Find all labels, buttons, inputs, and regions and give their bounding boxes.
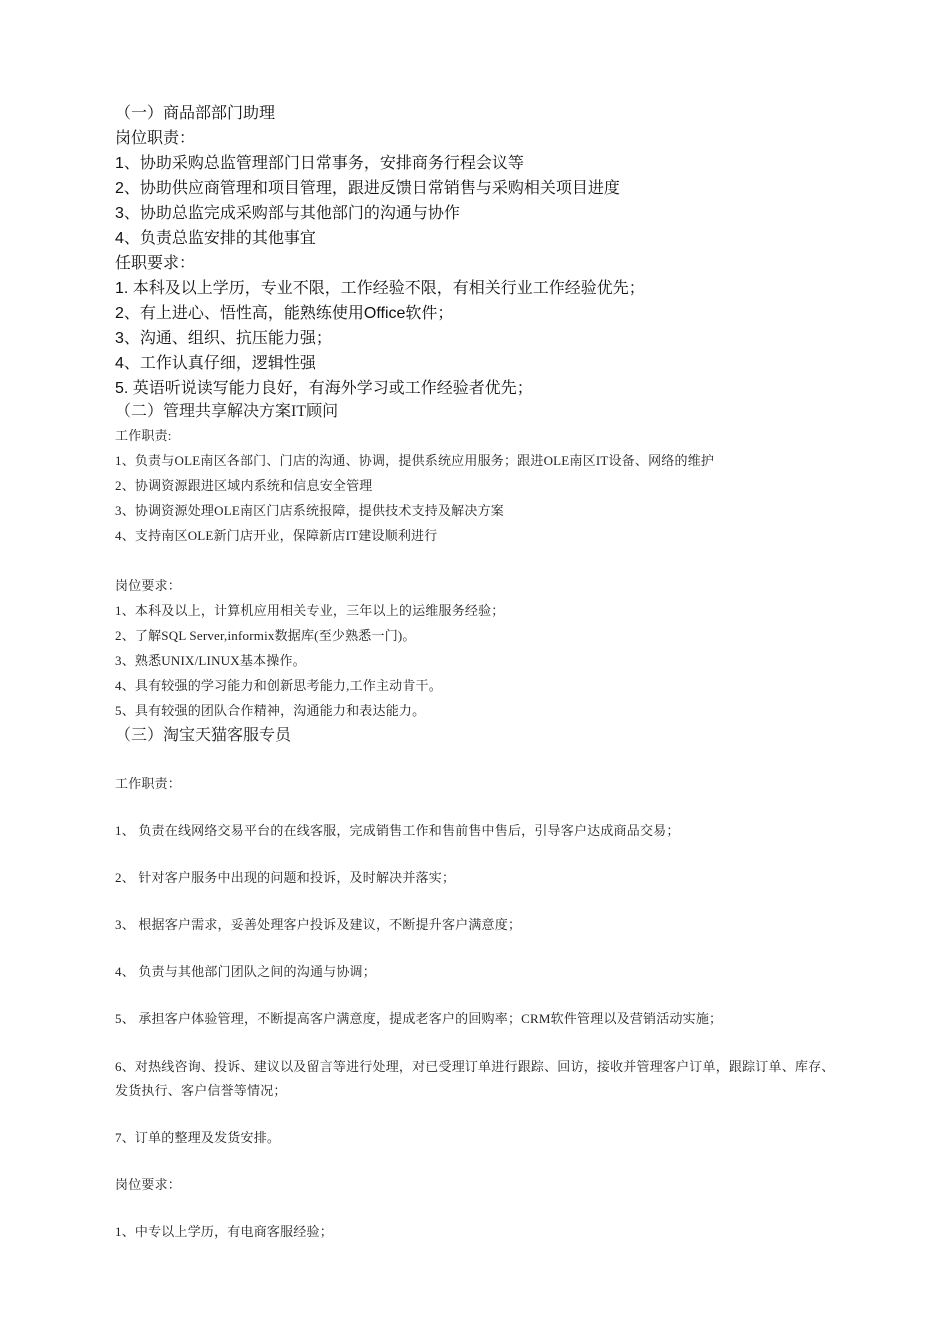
section3-duty-4: 4、 负责与其他部门团队之间的沟通与协调； bbox=[115, 964, 376, 979]
section2-duty-3: 3、协调资源处理OLE南区门店系统报障，提供技术支持及解决方案 bbox=[115, 503, 504, 518]
section1-duty-1: 1、协助采购总监管理部门日常事务，安排商务行程会议等 bbox=[115, 155, 524, 172]
section2-req-label: 岗位要求： bbox=[115, 578, 182, 593]
section3-duty-7: 7、订单的整理及发货安排。 bbox=[115, 1130, 281, 1145]
section1-req-2: 2、有上进心、悟性高，能熟练使用Office软件； bbox=[115, 305, 454, 322]
section1-req-1: 1. 本科及以上学历，专业不限，工作经验不限，有相关行业工作经验优先； bbox=[115, 280, 645, 297]
section1-title: （一）商品部部门助理 bbox=[115, 105, 276, 122]
section1-req-5: 5. 英语听说读写能力良好，有海外学习或工作经验者优先； bbox=[115, 380, 533, 397]
section1-duties-label: 岗位职责： bbox=[115, 130, 196, 147]
section1-duty-4: 4、负责总监安排的其他事宜 bbox=[115, 230, 316, 247]
section2-req-1: 1、本科及以上，计算机应用相关专业，三年以上的运维服务经验； bbox=[115, 603, 505, 618]
section1-req-4: 4、工作认真仔细，逻辑性强 bbox=[115, 355, 316, 372]
section1-req-3: 3、沟通、组织、抗压能力强； bbox=[115, 330, 332, 347]
section3-title: （三）淘宝天猫客服专员 bbox=[115, 727, 292, 744]
section3-req-label: 岗位要求： bbox=[115, 1177, 182, 1192]
section3-duty-3: 3、 根据客户需求，妥善处理客户投诉及建议，不断提升客户满意度； bbox=[115, 917, 522, 932]
section2-duty-4: 4、支持南区OLE新门店开业，保障新店IT建设顺利进行 bbox=[115, 528, 438, 543]
section1-req-label: 任职要求： bbox=[115, 255, 196, 272]
section2-req-5: 5、具有较强的团队合作精神，沟通能力和表达能力。 bbox=[115, 703, 426, 718]
section2-duty-1: 1、负责与OLE南区各部门、门店的沟通、协调，提供系统应用服务；跟进OLE南区IT设备、网络的维护 bbox=[115, 453, 715, 468]
section3-duties-label: 工作职责： bbox=[115, 776, 182, 791]
section2-duty-2: 2、协调资源跟进区域内系统和信息安全管理 bbox=[115, 478, 373, 493]
section2-req-3: 3、熟悉UNIX/LINUX基本操作。 bbox=[115, 653, 306, 668]
section2-title: （二）管理共享解决方案IT顾问 bbox=[115, 403, 339, 420]
section3-duty-2: 2、 针对客户服务中出现的问题和投诉，及时解决并落实； bbox=[115, 870, 456, 885]
section3-duty-1: 1、 负责在线网络交易平台的在线客服，完成销售工作和售前售中售后，引导客户达成商品交易； bbox=[115, 823, 680, 838]
section3-duty-6: 6、对热线咨询、投诉、建议以及留言等进行处理，对已受理订单进行跟踪、回访，接收并管理客户订单，跟踪订单、库存、发货执行、客户信誉等情况； bbox=[115, 1059, 835, 1098]
section2-req-4: 4、具有较强的学习能力和创新思考能力,工作主动肯干。 bbox=[115, 678, 442, 693]
section3-duty-5: 5、 承担客户体验管理，不断提高客户满意度，提成老客户的回购率；CRM软件管理以及营销活动实施； bbox=[115, 1011, 723, 1026]
section1-duty-3: 3、协助总监完成采购部与其他部门的沟通与协作 bbox=[115, 205, 460, 222]
section3-req-1: 1、中专以上学历，有电商客服经验； bbox=[115, 1224, 333, 1239]
section2-duties-label: 工作职责: bbox=[115, 428, 172, 443]
section1-duty-2: 2、协助供应商管理和项目管理，跟进反馈日常销售与采购相关项目进度 bbox=[115, 180, 620, 197]
section2-req-2: 2、了解SQL Server,informix数据库(至少熟悉一门)。 bbox=[115, 628, 416, 643]
